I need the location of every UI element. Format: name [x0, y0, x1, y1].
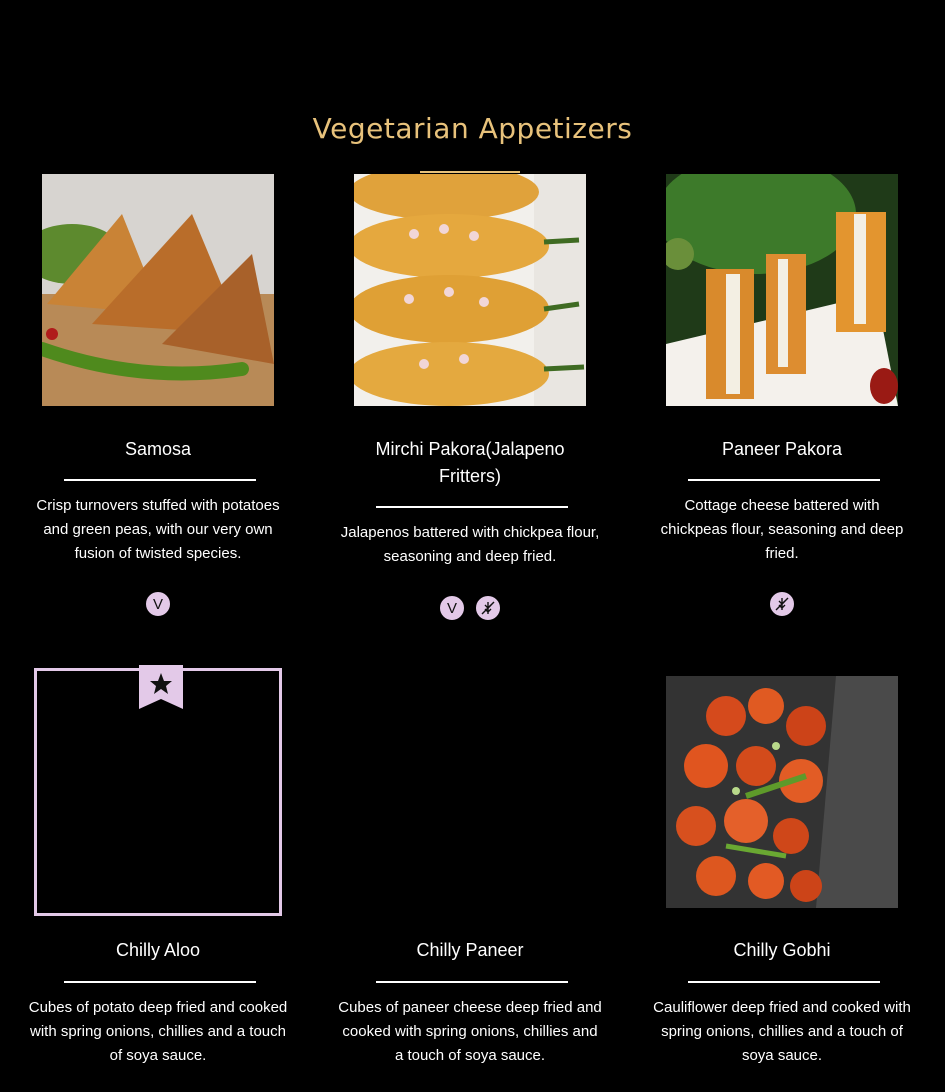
vegan-icon: V — [438, 594, 466, 622]
section-title: Vegetarian Appetizers — [312, 112, 633, 145]
featured-frame — [34, 668, 282, 916]
item-description: Cubes of paneer cheese deep fried and cooked with spring onions, chillies and a touch of soya sauce. — [338, 999, 602, 1064]
item-description: Cottage cheese battered with chickpeas flour, seasoning and deep fried. — [660, 497, 904, 562]
item-name: Chilly Gobhi — [733, 940, 831, 960]
menu-item-chilly-paneer — [314, 0, 626, 1092]
chilly-gobhi-photo — [666, 676, 898, 908]
item-name: Samosa — [124, 439, 192, 459]
menu-item-chilly-gobhi — [626, 0, 938, 1092]
item-name: Paneer Pakora — [721, 439, 843, 459]
item-description: Cubes of potato deep fried and cooked with spring onions, chillies and a touch of soya sauce. — [28, 999, 288, 1064]
item-description: Crisp turnovers stuffed with potatoes and green peas, with our very own fusion of twisted species. — [36, 497, 280, 562]
item-divider — [688, 981, 880, 983]
item-divider — [64, 981, 256, 983]
item-description: Cauliflower deep fried and cooked with spring onions, chillies and a touch of soya sauce. — [653, 999, 911, 1064]
vegan-icon: V — [144, 590, 172, 618]
item-name: Chilly Paneer — [416, 940, 524, 960]
star-ribbon-icon — [139, 665, 183, 709]
item-divider — [376, 981, 568, 983]
item-name: Chilly Aloo — [115, 940, 201, 960]
item-description: Jalapenos battered with chickpea flour, seasoning and deep fried. — [340, 524, 600, 565]
item-name: Mirchi Pakora(Jalapeno Fritters) — [375, 439, 565, 486]
menu-item-chilly-aloo — [2, 0, 314, 1092]
